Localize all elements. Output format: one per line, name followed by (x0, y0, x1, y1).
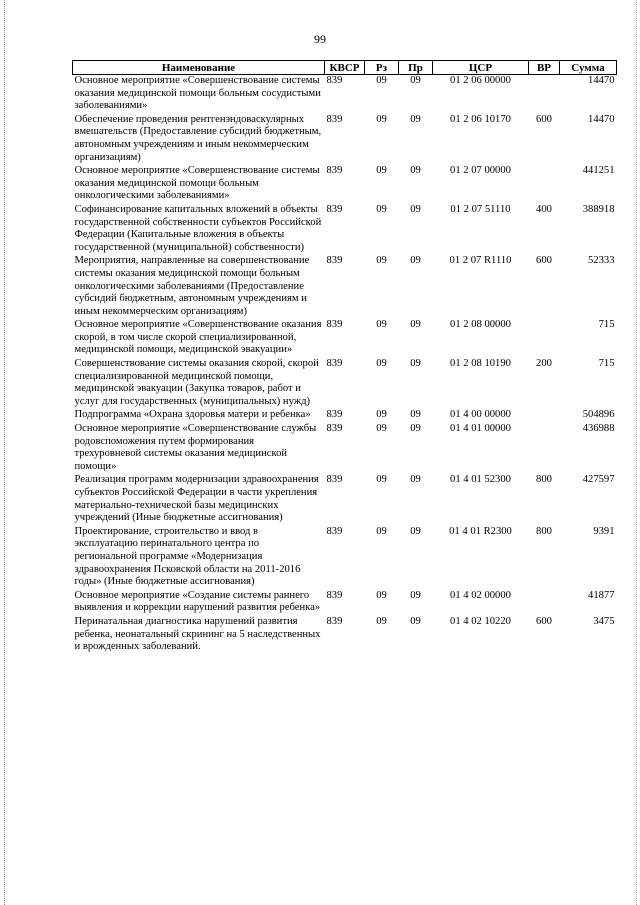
cell-kvsr: 839 (326, 423, 343, 435)
column-header-sum: Сумма (560, 61, 617, 75)
cell-rz: 09 (376, 75, 387, 86)
cell-pr: 09 (410, 525, 421, 537)
cell-vr (529, 409, 560, 423)
cell-kvsr: 839 (326, 113, 343, 125)
cell-sum: 436988 (582, 423, 615, 435)
cell-name: Основное мероприятие «Совершенствование системы оказания медицинской помощи больным онкологическими заболеваниями» (74, 165, 320, 202)
cell-vr: 600 (536, 113, 552, 125)
table-row (73, 319, 617, 358)
cell-rz: 09 (376, 589, 387, 601)
cell-pr: 09 (410, 423, 421, 435)
cell-rz: 09 (376, 474, 387, 486)
cell-rz: 09 (376, 319, 387, 331)
cell-rz: 09 (376, 165, 387, 177)
column-header-csr: ЦСР (433, 61, 529, 75)
cell-name: Совершенствование системы оказания скорой, скорой специализированной медицинской помощи, медицинской эвакуации (Закупка товаров, работ и услуг для государственных (муниципальных) нужд) (74, 358, 319, 407)
table-body (73, 75, 617, 655)
cell-rz: 09 (376, 409, 387, 421)
table-row (73, 255, 617, 319)
table-row (73, 165, 617, 204)
cell-csr: 01 4 01 R2300 (449, 525, 512, 537)
cell-vr (529, 75, 560, 114)
cell-vr: 800 (536, 525, 552, 537)
table-row (73, 474, 617, 525)
column-header-rz: Рз (365, 61, 399, 75)
cell-kvsr: 839 (326, 165, 343, 177)
cell-vr (529, 423, 560, 474)
cell-vr: 200 (536, 358, 552, 370)
cell-name: Перинатальная диагностика нарушений развития ребенка, неонатальный скрининг на 5 наследственных и врожденных заболеваний. (74, 615, 321, 653)
cell-csr: 01 4 02 10220 (450, 615, 511, 627)
cell-pr: 09 (410, 165, 421, 177)
cell-sum: 41877 (588, 589, 615, 601)
cell-name: Основное мероприятие «Создание системы раннего выявления и коррекции нарушений развития ребенка» (74, 589, 321, 614)
cell-rz: 09 (376, 423, 387, 435)
table-row (73, 204, 617, 255)
cell-pr: 09 (410, 615, 421, 627)
cell-vr: 600 (536, 255, 552, 267)
cell-kvsr: 839 (326, 589, 343, 601)
table-row (73, 423, 617, 474)
cell-pr: 09 (410, 255, 421, 267)
cell-pr: 09 (410, 409, 421, 421)
cell-name: Проектирование, строительство и ввод в эксплуатацию перинатального центра по региональной программе «Модернизация здравоохранения Псковской области на 2011-2016 годы» (Иные бюджетные ассигнования) (74, 525, 301, 588)
cell-name: Реализация программ модернизации здравоохранения субъектов Российской Федерации в части укрепления материально-технической базы медицинских учреждений (Иные бюджетные ассигнования) (74, 474, 319, 524)
column-header-kvsr: КВСР (325, 61, 365, 75)
cell-pr: 09 (410, 203, 421, 215)
cell-sum: 441251 (582, 165, 615, 177)
cell-rz: 09 (376, 358, 387, 370)
cell-name: Мероприятия, направленные на совершенствование системы оказания медицинской помощи больным онкологическими заболеваниями (Предоставление субсидий бюджетным, автономным учреждениям и иным некоммерческим организациям) (74, 255, 310, 317)
cell-name: Основное мероприятие «Совершенствование системы оказания медицинской помощи больным сосудистыми заболеваниями» (74, 75, 321, 112)
cell-sum: 427597 (582, 474, 615, 486)
cell-vr: 600 (536, 615, 552, 627)
table-row (73, 358, 617, 409)
cell-csr: 01 2 07 00000 (450, 165, 511, 177)
cell-rz: 09 (376, 113, 387, 125)
table-header-row (73, 61, 617, 75)
cell-pr: 09 (410, 589, 421, 601)
cell-sum: 715 (598, 319, 615, 331)
cell-name: Софинансирование капитальных вложений в объекты государственной собственности субъектов Российской Федерации (Капитальные вложения в объекты государственной (муниципальной) собственности) (74, 203, 322, 253)
cell-kvsr: 839 (326, 319, 343, 331)
cell-name: Основное мероприятие «Совершенствование службы родовспоможения путем формирования трехуровневой системы оказания медицинской помощи» (74, 423, 317, 472)
cell-csr: 01 4 01 00000 (450, 423, 511, 435)
cell-sum: 388918 (582, 203, 615, 215)
cell-csr: 01 4 00 00000 (450, 409, 511, 421)
table-row (73, 75, 617, 114)
cell-kvsr: 839 (326, 203, 343, 215)
table-row (73, 526, 617, 590)
cell-csr: 01 2 06 10170 (450, 113, 511, 125)
cell-csr: 01 2 08 10190 (450, 358, 511, 370)
cell-csr: 01 2 08 00000 (450, 319, 511, 331)
cell-pr: 09 (410, 319, 421, 331)
cell-pr: 09 (410, 113, 421, 125)
table-row (73, 114, 617, 165)
scan-right-edge (636, 0, 640, 905)
table-row (73, 616, 617, 655)
cell-rz: 09 (376, 203, 387, 215)
column-header-name: Наименование (73, 61, 325, 75)
cell-sum: 52333 (588, 255, 615, 267)
cell-kvsr: 839 (326, 358, 343, 370)
cell-sum: 9391 (593, 525, 615, 537)
budget-table (72, 60, 617, 655)
cell-vr: 400 (536, 203, 552, 215)
cell-sum: 14470 (588, 75, 615, 86)
cell-kvsr: 839 (326, 75, 343, 86)
column-header-pr: Пр (399, 61, 433, 75)
cell-pr: 09 (410, 358, 421, 370)
cell-csr: 01 2 07 R1110 (449, 255, 512, 267)
cell-csr: 01 4 01 52300 (450, 474, 511, 486)
cell-vr: 800 (536, 474, 552, 486)
cell-vr (529, 590, 560, 616)
scan-left-edge (0, 0, 5, 905)
cell-name: Подпрограмма «Охрана здоровья матери и ребенка» (74, 409, 311, 421)
cell-csr: 01 2 06 00000 (450, 75, 511, 86)
cell-kvsr: 839 (326, 409, 343, 421)
column-header-vr: ВР (529, 61, 560, 75)
page-number: 99 (314, 32, 326, 46)
cell-vr (529, 165, 560, 204)
cell-rz: 09 (376, 525, 387, 537)
cell-csr: 01 4 02 00000 (450, 589, 511, 601)
table-row (73, 590, 617, 616)
cell-kvsr: 839 (326, 474, 343, 486)
cell-kvsr: 839 (326, 255, 343, 267)
table-row (73, 409, 617, 423)
cell-pr: 09 (410, 474, 421, 486)
cell-csr: 01 2 07 51110 (450, 203, 511, 215)
cell-vr (529, 319, 560, 358)
cell-sum: 504896 (582, 409, 615, 421)
cell-name: Основное мероприятие «Совершенствование оказания скорой, в том числе скорой специализированной, медицинской помощи, медицинской эвакуации» (74, 319, 322, 356)
cell-sum: 715 (598, 358, 615, 370)
cell-kvsr: 839 (326, 615, 343, 627)
cell-sum: 3475 (593, 615, 615, 627)
cell-pr: 09 (410, 75, 421, 86)
cell-rz: 09 (376, 255, 387, 267)
cell-name: Обеспечение проведения рентгенэндоваскулярных вмешательств (Предоставление субсидий бюджетным, автономным учреждениям и иным некоммерческим организациям) (74, 113, 322, 163)
cell-kvsr: 839 (326, 525, 343, 537)
cell-sum: 14470 (588, 113, 615, 125)
cell-rz: 09 (376, 615, 387, 627)
